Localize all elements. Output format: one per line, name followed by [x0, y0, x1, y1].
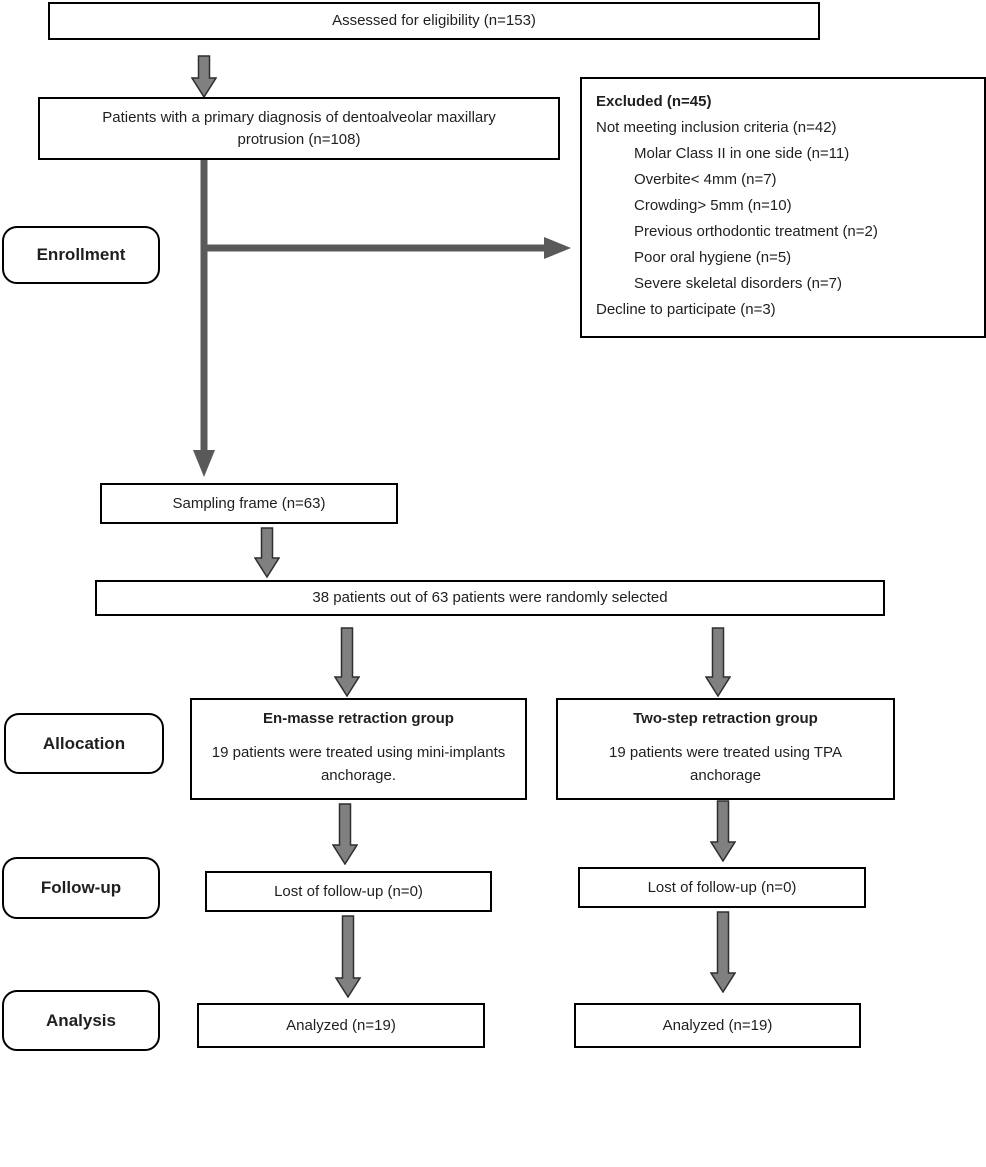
excluded-subtitle: Not meeting inclusion criteria (n=42) [596, 119, 837, 136]
arrow-down-icon [332, 803, 358, 865]
stage-label-allocation: Allocation [4, 713, 164, 774]
arrow-right-icon [204, 235, 572, 261]
twostep-group-body: 19 patients were treated using TPA anchorage [609, 744, 842, 785]
randomly-selected-box: 38 patients out of 63 patients were randomly selected [95, 580, 885, 616]
lost-followup-right-box: Lost of follow-up (n=0) [578, 867, 866, 908]
enmasse-group-title: En-masse retraction group [263, 710, 454, 727]
excluded-reason: Severe skeletal disorders (n=7) [634, 275, 843, 292]
excluded-reason: Previous orthodontic treatment (n=2) [634, 223, 878, 240]
excluded-box [580, 77, 986, 338]
analyzed-left-box: Analyzed (n=19) [197, 1003, 485, 1048]
analyzed-right-box: Analyzed (n=19) [574, 1003, 861, 1048]
stage-label-enrollment: Enrollment [2, 226, 160, 284]
sampling-frame-box: Sampling frame (n=63) [100, 483, 398, 524]
arrow-down-icon [335, 915, 361, 998]
arrow-down-icon [192, 160, 216, 478]
arrow-down-icon [705, 627, 731, 697]
excluded-reason: Poor oral hygiene (n=5) [634, 249, 792, 266]
arrow-down-icon [334, 627, 360, 697]
arrow-down-icon [710, 800, 736, 862]
lost-followup-left-box: Lost of follow-up (n=0) [205, 871, 492, 912]
arrow-down-icon [710, 911, 736, 993]
arrow-down-icon [254, 527, 280, 578]
twostep-group-title: Two-step retraction group [633, 710, 818, 727]
excluded-title: Excluded (n=45) [596, 93, 712, 110]
enmasse-group-body: 19 patients were treated using mini-implants anchorage. [211, 744, 506, 785]
arrow-down-icon [191, 55, 217, 98]
stage-label-followup: Follow-up [2, 857, 160, 919]
excluded-decline: Decline to participate (n=3) [596, 301, 776, 318]
excluded-reason: Molar Class II in one side (n=11) [634, 145, 850, 162]
diagnosis-box: Patients with a primary diagnosis of dentoalveolar maxillary protrusion (n=108) [38, 97, 560, 160]
excluded-reason: Crowding> 5mm (n=10) [634, 197, 792, 214]
assessed-eligibility-box: Assessed for eligibility (n=153) [48, 2, 820, 40]
twostep-group-box [556, 698, 895, 800]
stage-label-analysis: Analysis [2, 990, 160, 1051]
enmasse-group-box [190, 698, 527, 800]
excluded-reason: Overbite< 4mm (n=7) [634, 171, 777, 188]
